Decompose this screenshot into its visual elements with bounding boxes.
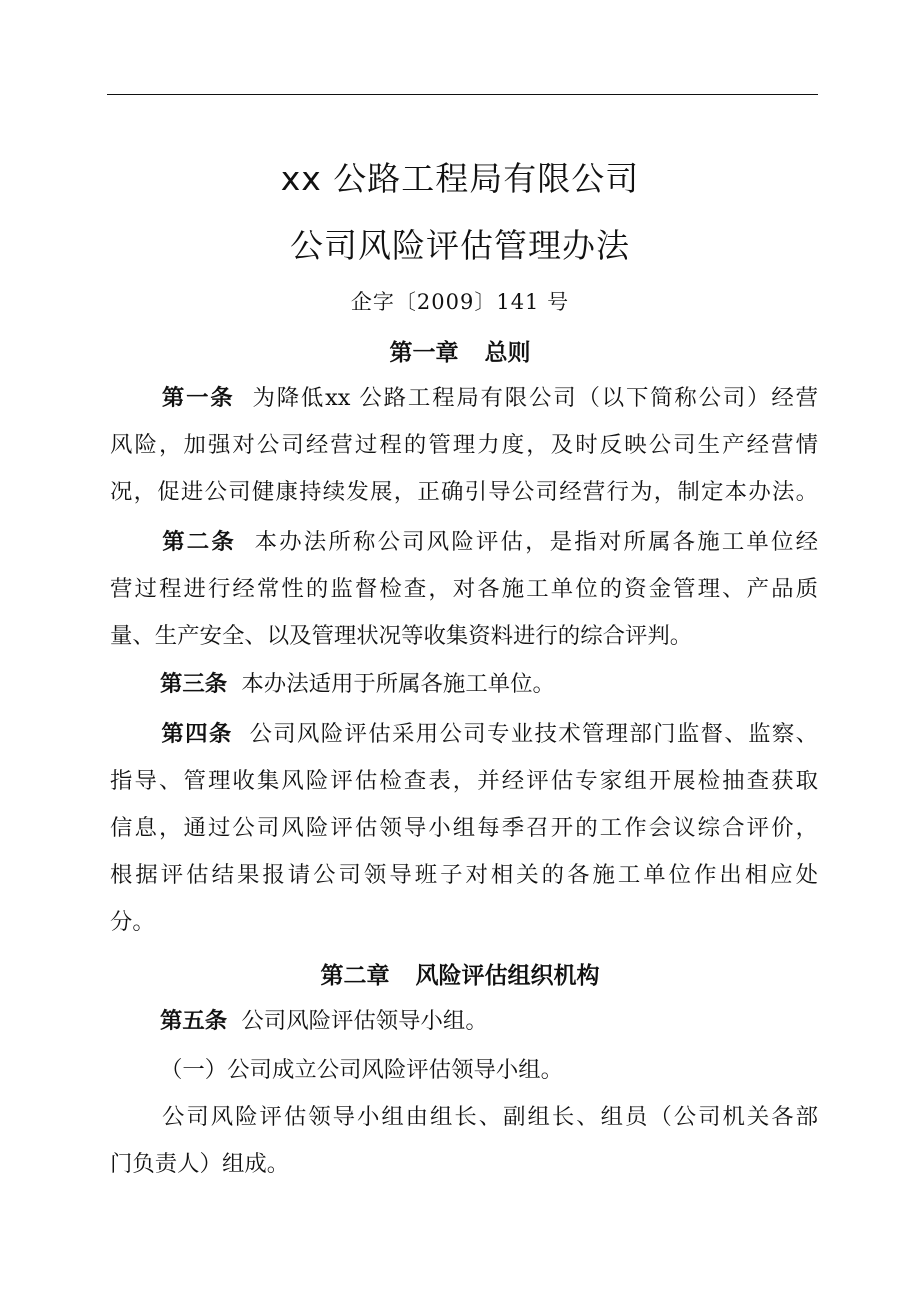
article-1-line-3: 况，促进公司健康持续发展，正确引导公司经营行为，制定本办法。 (110, 479, 818, 505)
article-4-line-4: 根据评估结果报请公司领导班子对相关的各施工单位作出相应处 (110, 862, 818, 888)
article-4-line-5: 分。 (110, 909, 155, 935)
article-5 (110, 998, 818, 1045)
company-title: xx 公路工程局有限公司 (280, 159, 640, 198)
article-4-line-3: 信息，通过公司风险评估领导小组每季召开的工作会议综合评价， (110, 815, 818, 841)
article-2-line-1: 第二条 本办法所称公司风险评估，是指对所属各施工单位经 (160, 529, 819, 555)
article-4 (110, 711, 818, 946)
article-4-label: 第四条 (160, 721, 233, 747)
chapter-2-label: 第二章 (320, 963, 390, 989)
chapter-1-heading (0, 334, 920, 367)
clause-5-2-line-1: 公司风险评估领导小组由组长、副组长、组员（公司机关各部 (160, 1104, 818, 1130)
article-5-label: 第五条 (160, 1008, 228, 1034)
header-rule (107, 94, 818, 95)
article-3-line-1: 第三条 本办法适用于所属各施工单位。 (160, 671, 555, 697)
article-4-line-2: 指导、管理收集风险评估检查表，并经评估专家组开展检抽查获取 (110, 768, 818, 794)
article-3 (110, 661, 818, 708)
clause-5-2 (110, 1094, 818, 1188)
article-2 (110, 519, 818, 660)
clause-5-1 (110, 1047, 818, 1094)
clause-5-1-line: （一）公司成立公司风险评估领导小组。 (160, 1057, 564, 1083)
article-2-label: 第二条 (160, 529, 236, 555)
article-2-line-3: 量、生产安全、以及管理状况等收集资料进行的综合评判。 (110, 623, 693, 649)
article-1-line-1: 第一条 为降低xx 公路工程局有限公司（以下简称公司）经营 (160, 385, 818, 411)
chapter-1-label: 第一章 (389, 340, 459, 366)
chapter-2-heading (0, 957, 920, 990)
article-2-line-2: 营过程进行经常性的监督检查，对各施工单位的资金管理、产品质 (110, 576, 818, 602)
document-title: 公司风险评估管理办法 (290, 226, 630, 265)
chapter-2-name: 风险评估组织机构 (415, 963, 600, 989)
article-4-line-1: 第四条 公司风险评估采用公司专业技术管理部门监督、监察、 (160, 721, 819, 747)
article-3-label: 第三条 (160, 671, 228, 697)
article-1-line-2: 风险，加强对公司经营过程的管理力度，及时反映公司生产经营情 (110, 432, 818, 458)
article-1-label: 第一条 (160, 385, 235, 411)
article-5-line-1: 第五条 公司风险评估领导小组。 (160, 1008, 488, 1034)
clause-5-2-line-2: 门负责人）组成。 (110, 1151, 290, 1177)
article-1 (110, 375, 818, 516)
chapter-1-name: 总则 (484, 340, 531, 366)
document-number: 企字〔2009〕141 号 (350, 290, 570, 314)
